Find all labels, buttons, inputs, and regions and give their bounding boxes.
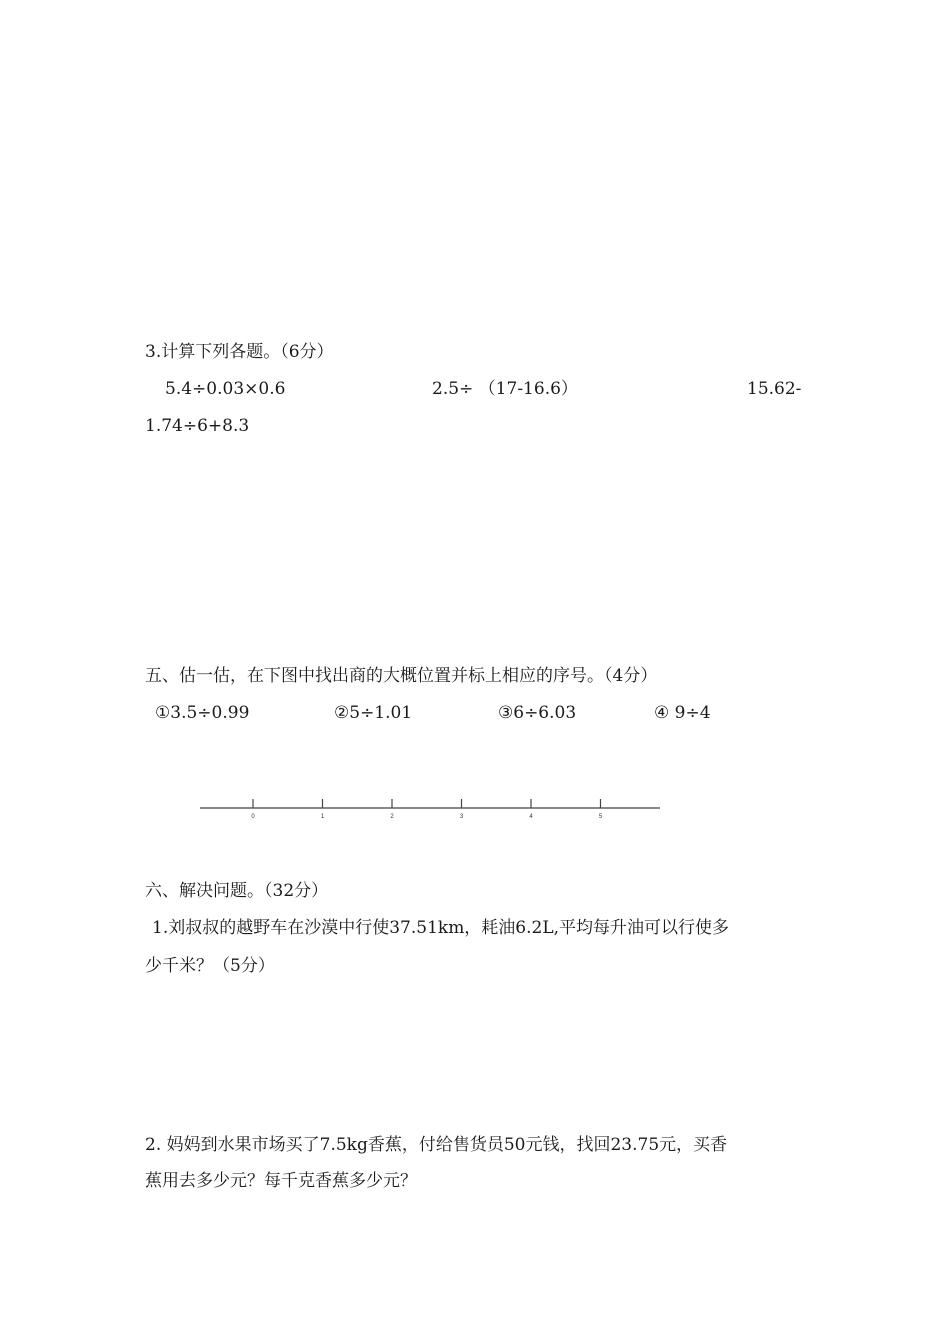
estimate-item-3 bbox=[498, 702, 576, 724]
question-2-line-2: 蕉用去多少元？每千克香蕉多少元？ bbox=[145, 1171, 417, 1191]
calc-expression-1: 5.4÷0.03×0.6 bbox=[165, 379, 286, 399]
calc-expression-3-end: 1.74÷6+8.3 bbox=[145, 416, 250, 436]
estimate-item-1 bbox=[155, 702, 249, 724]
calc-heading: 3.计算下列各题。（6分） bbox=[145, 342, 334, 362]
number-line-tick-label: 2 bbox=[390, 814, 394, 820]
estimate-item-expression: 5÷1.01 bbox=[349, 703, 413, 723]
estimate-heading: 五、估一估，在下图中找出商的大概位置并标上相应的序号。（4分） bbox=[145, 666, 658, 686]
calc-expression-3-start: 15.62- bbox=[747, 379, 802, 399]
number-line-tick-label: 4 bbox=[529, 814, 533, 820]
number-line-tick-label: 1 bbox=[320, 814, 325, 820]
number-line-tick-label: 5 bbox=[598, 814, 603, 820]
estimate-item-expression: 6÷6.03 bbox=[513, 703, 577, 723]
estimate-item-4 bbox=[654, 702, 711, 724]
number-line-tick-label: 0 bbox=[251, 814, 255, 820]
estimate-item-number: ③ bbox=[498, 703, 514, 723]
question-2-line-1: 2. 妈妈到水果市场买了7.5kg香蕉，付给售货员50元钱，找回23.75元，买香 bbox=[145, 1135, 728, 1155]
estimate-item-number: ② bbox=[334, 703, 350, 723]
estimate-item-expression: 9÷4 bbox=[669, 703, 711, 723]
question-1-line-2: 少千米？（5分） bbox=[145, 956, 275, 976]
estimate-item-2 bbox=[334, 702, 412, 724]
estimate-item-number: ④ bbox=[654, 703, 670, 723]
number-line-tick-label: 3 bbox=[459, 814, 464, 820]
estimate-item-expression: 3.5÷0.99 bbox=[170, 703, 250, 723]
number-line bbox=[195, 790, 665, 826]
question-1-line-1: 1.刘叔叔的越野车在沙漠中行使37.51km，耗油6.2L,平均每升油可以行使多 bbox=[152, 918, 730, 938]
solve-heading: 六、解决问题。（32分） bbox=[145, 881, 329, 901]
estimate-item-number: ① bbox=[155, 703, 171, 723]
calc-expression-2: 2.5÷ （17-16.6） bbox=[432, 379, 578, 399]
